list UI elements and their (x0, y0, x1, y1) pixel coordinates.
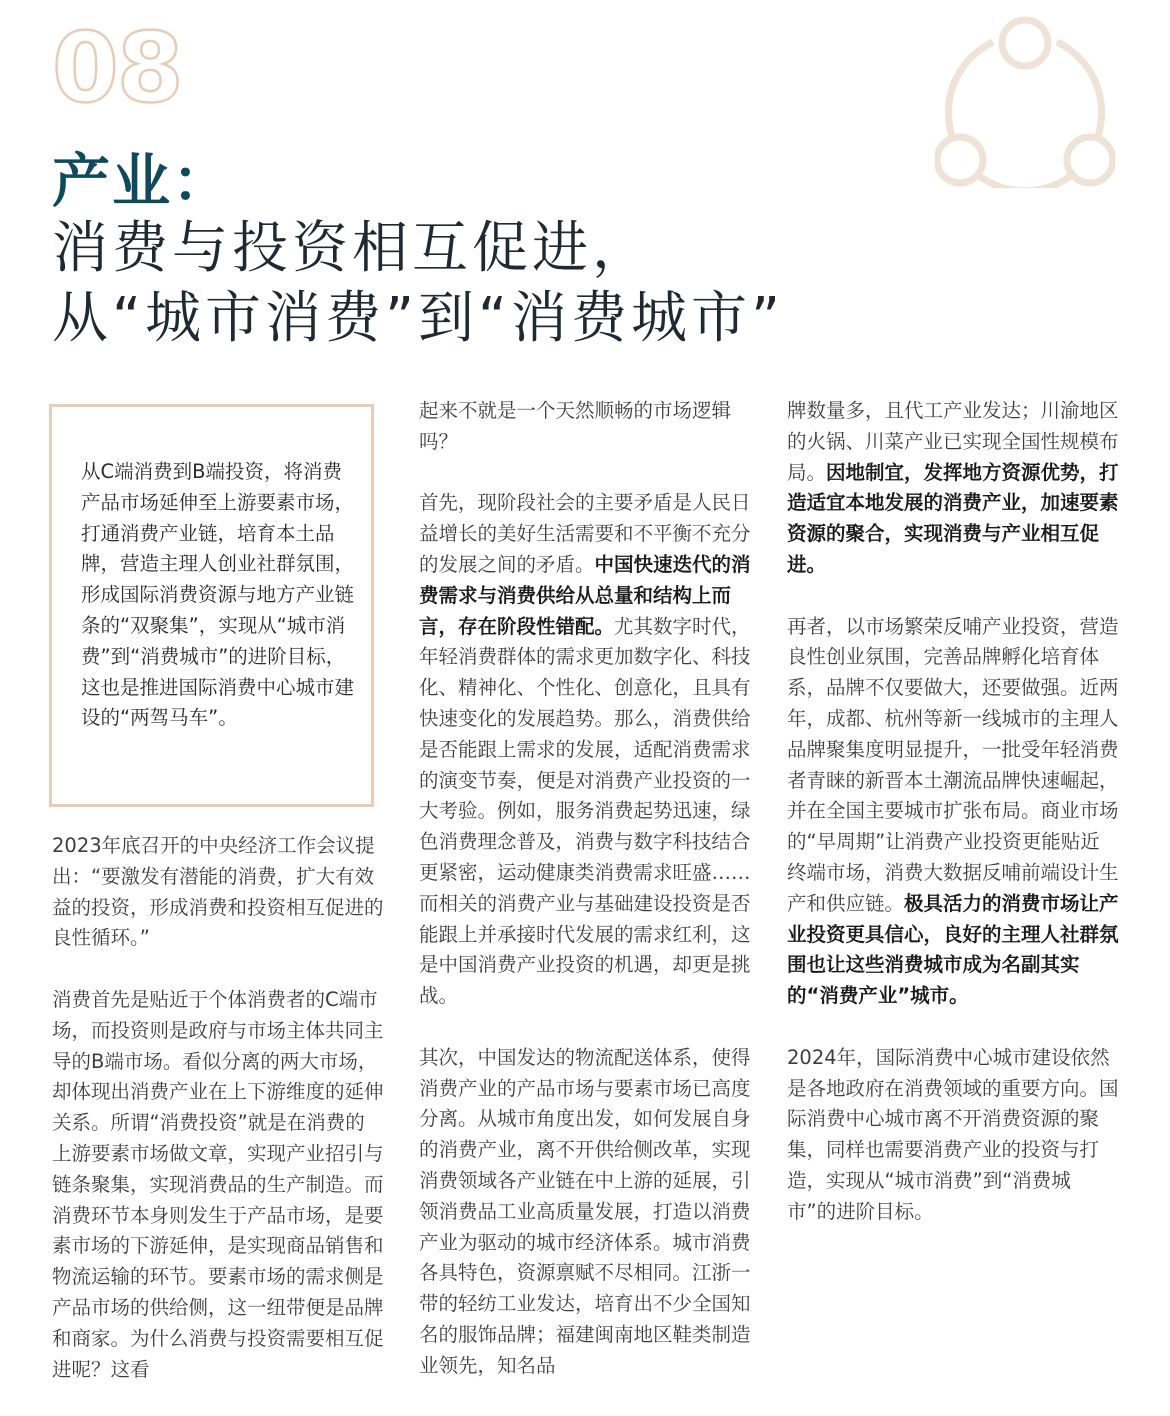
title-block (52, 148, 784, 354)
connected-nodes-circle-icon (935, 8, 1115, 188)
page-title: 产业： (52, 147, 233, 215)
paragraph (787, 396, 1119, 581)
paragraph: 2023年底召开的中央经济工作会议提出：“要激发有潜能的消费，扩大有效益的投资，形成消费和投资相互促进的良性循环。” (52, 834, 384, 950)
paragraph-text: 牌数量多，且代工产业发达；川渝地区的火锅、川菜产业已实现全国性规模布局。 (787, 399, 1119, 484)
paragraph: 起来不就是一个天然顺畅的市场逻辑吗？ (419, 399, 732, 453)
paragraph: 其次，中国发达的物流配送体系，使得消费产业的产品市场与要素市场已高度分离。从城市角度出发，如何发展自身的消费产业，离不开供给侧改革，实现消费领域各产业链在中上游的延展，引领消费品工业高质量发展，打造以消费产业为驱动的城市经济体系。城市消费各具特色，资源禀赋不尽相同。江浙一带的轻纺工业发达，培育出不少全国知名的服饰品牌；福建闽南地区鞋类制造业领先，知名品 (419, 1045, 751, 1377)
paragraph-text: 再者，以市场繁荣反哺产业投资，营造良性创业氛围，完善品牌孵化培育体系，品牌不仅要做大，还要做强。近两年，成都、杭州等新一线城市的主理人品牌聚集度明显提升，一批受年轻消费者青睐的新晋本土潮流品牌快速崛起，并在全国主要城市扩张布局。商业市场的“早周期”让消费产业投资更能贴近终端市场，消费大数据反哺前端设计生产和供应链。 (787, 614, 1119, 915)
paragraph-text: 尤其数字时代，年轻消费群体的需求更加数字化、科技化、精神化、个性化、创意化，且具有快速变化的发展趋势。那么，消费供给是否能跟上需求的发展，适配消费需求的演变节奏，便是对消费产业投资的一大考验。例如，服务消费起势迅速，绿色消费理念普及，消费与数字科技结合更紧密，运动健康类消费需求旺盛……而相关的消费产业与基础建设投资是否能跟上并承接时代发展的需求红利，这是中国消费产业投资的机遇，却更是挑战。 (419, 614, 751, 1008)
paragraph-text: 首先，现阶段社会的主要矛盾是人民日益增长的美好生活需要和不平衡不充分的发展之间的矛盾。 (419, 491, 751, 576)
callout-box (49, 404, 374, 807)
paragraph (419, 488, 751, 1012)
text-column-3 (787, 396, 1119, 1258)
paragraph: 消费首先是贴近于个体消费者的C端市场，而投资则是政府与市场主体共同主导的B端市场。看似分离的两大市场，却体现出消费产业在上下游维度的延伸关系。所谓“消费投资”就是在消费的上游要素市场做文章，实现产业招引与链条聚集，实现消费品的生产制造。而消费环节本身则发生于产品市场，是要素市场的下游延伸，是实现商品销售和物流运输的环节。要素市场的需求侧是产品市场的供给侧，这一纽带便是品牌和商家。为什么消费与投资需要相互促进呢？这看 (52, 987, 384, 1381)
paragraph-bold-text: 因地制宜，发挥地方资源优势，打造适宜本地发展的消费产业，加速要素资源的聚合，实现消费与产业相互促进。 (787, 460, 1119, 576)
page-subtitle-line2: 从“城市消费”到“消费城市” (52, 286, 785, 351)
text-column-2 (419, 396, 751, 1412)
chapter-number: 08 (52, 12, 182, 124)
page-subtitle-line1: 消费与投资相互促进， (52, 216, 652, 281)
paragraph: 2024年，国际消费中心城市建设依然是各地政府在消费领域的重要方向。国际消费中心城市离不开消费资源的聚集，同样也需要消费产业的投资与打造，实现从“城市消费”到“消费城市”的进阶目标。 (787, 1045, 1119, 1223)
paragraph (787, 612, 1119, 1012)
paragraph-bold-text: 中国快速迭代的消费需求与消费供给从总量和结构上而言，存在阶段性错配。 (419, 552, 751, 638)
paragraph-bold-text: 极具活力的消费市场让产业投资更具信心，良好的主理人社群氛围也让这些消费城市成为名副其实的“消费产业”城市。 (787, 891, 1119, 1008)
callout-text: 从C端消费到B端投资，将消费产品市场延伸至上游要素市场，打通消费产业链，培育本土品牌，营造主理人创业社群氛围，形成国际消费资源与地方产业链条的“双聚集”，实现从“城市消费”到“消费城市”的进阶目标，这也是推进国际消费中心城市建设的“两驾马车”。 (81, 460, 355, 730)
text-column-1 (52, 831, 384, 1416)
